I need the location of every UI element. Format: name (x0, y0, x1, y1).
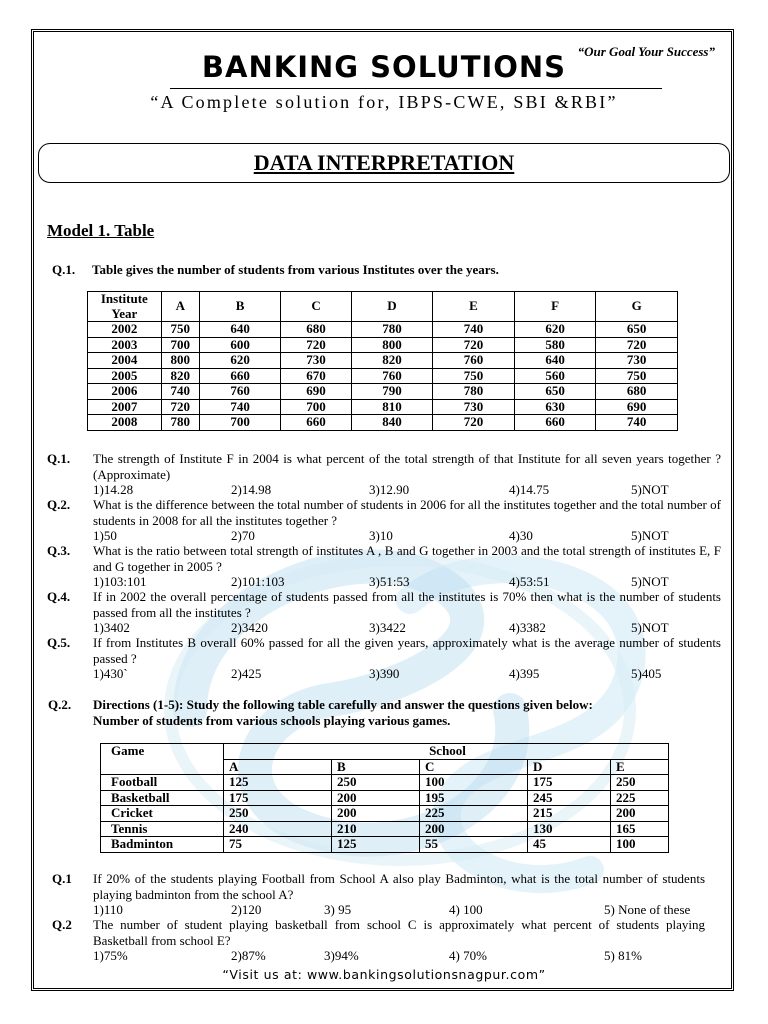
column-header: C (281, 292, 351, 322)
table-cell: 780 (433, 384, 515, 400)
table-cell: 125 (332, 837, 420, 853)
table-cell: 250 (224, 806, 332, 822)
table-cell: 175 (528, 775, 611, 791)
table-cell: 690 (281, 384, 351, 400)
table-cell: 200 (332, 806, 420, 822)
table-cell: 245 (528, 790, 611, 806)
column-header: A (161, 292, 199, 322)
table-cell: 125 (224, 775, 332, 791)
option: 2)14.98 (231, 482, 272, 497)
table-cell: 75 (224, 837, 332, 853)
option: 4)395 (509, 666, 540, 681)
table-row (88, 384, 678, 400)
table-row (88, 415, 678, 431)
table-cell: 760 (351, 368, 433, 384)
option: 3)12.90 (369, 482, 410, 497)
corner-bottom: Year (111, 305, 138, 321)
column-header: C (420, 759, 528, 775)
table-row (101, 775, 669, 791)
question-number: Q.4. (47, 589, 71, 604)
column-header: E (611, 759, 669, 775)
table-cell: 790 (351, 384, 433, 400)
option: 1)103:101 (93, 574, 147, 589)
table-cell: 730 (596, 353, 678, 369)
table-cell: 750 (161, 322, 199, 338)
table-cell: 225 (420, 806, 528, 822)
table-cell: 650 (514, 384, 596, 400)
table-cell: 750 (433, 368, 515, 384)
table-cell: 720 (433, 337, 515, 353)
game-header: Game (101, 744, 224, 775)
question-text: If 20% of the students playing Football from School A also play Badminton, what is the total number of students playing badminton from the school A? (93, 871, 705, 902)
column-header: B (332, 759, 420, 775)
option: 5)NOT (631, 620, 669, 635)
table-cell: 740 (161, 384, 199, 400)
column-header: G (596, 292, 678, 322)
table-cell: 250 (611, 775, 669, 791)
table-row (101, 837, 669, 853)
option: 1)75% (93, 948, 128, 963)
table-cell: 720 (433, 415, 515, 431)
game-cell: Football (101, 775, 224, 791)
table-cell: 740 (199, 399, 281, 415)
option: 3)3422 (369, 620, 406, 635)
section1-number: Q.1. (52, 262, 76, 277)
year-cell: 2003 (88, 337, 162, 353)
table-cell: 200 (420, 821, 528, 837)
table-row (88, 322, 678, 338)
year-cell: 2005 (88, 368, 162, 384)
table-cell: 600 (199, 337, 281, 353)
table-cell: 840 (351, 415, 433, 431)
option: 4)30 (509, 528, 533, 543)
section1-text: Table gives the number of students from various Institutes over the years. (92, 262, 499, 277)
table-cell: 700 (281, 399, 351, 415)
table-cell: 200 (611, 806, 669, 822)
option: 2)120 (231, 902, 262, 917)
option: 5) None of these (604, 902, 691, 917)
table-cell: 200 (332, 790, 420, 806)
question-number: Q.3. (47, 543, 71, 558)
brand-underline (170, 88, 662, 89)
table-cell: 660 (514, 415, 596, 431)
table-row (101, 806, 669, 822)
option: 1)14.28 (93, 482, 134, 497)
table-row (101, 821, 669, 837)
option: 5)405 (631, 666, 662, 681)
table-cell: 780 (351, 322, 433, 338)
question-text: What is the difference between the total number of students in 2006 for all the institutes together and the total number of students in 2008 for all the institutes together ? (93, 497, 721, 528)
question-number: Q.2 (52, 917, 72, 932)
column-header: B (199, 292, 281, 322)
table-row (88, 368, 678, 384)
game-cell: Badminton (101, 837, 224, 853)
option: 5)NOT (631, 482, 669, 497)
table-cell: 560 (514, 368, 596, 384)
column-header: D (528, 759, 611, 775)
year-cell: 2007 (88, 399, 162, 415)
table-cell: 225 (611, 790, 669, 806)
table-cell: 130 (528, 821, 611, 837)
table-row (88, 337, 678, 353)
column-header: F (514, 292, 596, 322)
table-cell: 820 (351, 353, 433, 369)
game-cell: Basketball (101, 790, 224, 806)
table-cell: 700 (161, 337, 199, 353)
table-cell: 165 (611, 821, 669, 837)
table-cell: 670 (281, 368, 351, 384)
year-cell: 2002 (88, 322, 162, 338)
corner-cell (88, 292, 162, 322)
section2-subheading: Number of students from various schools playing various games. (93, 713, 451, 728)
table-cell: 640 (514, 353, 596, 369)
table-cell: 750 (596, 368, 678, 384)
corner-top: Institute (100, 291, 148, 306)
table-cell: 630 (514, 399, 596, 415)
option: 2)425 (231, 666, 262, 681)
table-cell: 680 (281, 322, 351, 338)
option: 2)70 (231, 528, 255, 543)
table-cell: 720 (281, 337, 351, 353)
option: 4) 100 (449, 902, 483, 917)
section2-directions: Directions (1-5): Study the following table carefully and answer the questions given below: (93, 697, 593, 712)
question-number: Q.2. (47, 497, 71, 512)
option: 3)51:53 (369, 574, 410, 589)
table-cell: 720 (596, 337, 678, 353)
section2-number: Q.2. (48, 697, 72, 712)
year-cell: 2008 (88, 415, 162, 431)
question-text: If in 2002 the overall percentage of students passed from all the institutes is 70% then what is the number of students passed from all the institutes ? (93, 589, 721, 620)
question-text: The number of student playing basketball from school C is approximately what percent of students playing Basketball from school E? (93, 917, 705, 948)
table-cell: 640 (199, 322, 281, 338)
table-cell: 620 (514, 322, 596, 338)
game-cell: Tennis (101, 821, 224, 837)
table-cell: 175 (224, 790, 332, 806)
table-cell: 800 (351, 337, 433, 353)
table-cell: 100 (420, 775, 528, 791)
option: 3)390 (369, 666, 400, 681)
question-text: The strength of Institute F in 2004 is what percent of the total strength of that Institute for all seven years together ? (Approximate) (93, 451, 721, 482)
table-cell: 740 (433, 322, 515, 338)
table-cell: 55 (420, 837, 528, 853)
column-header: E (433, 292, 515, 322)
table-row (88, 353, 678, 369)
institutes-table (87, 291, 678, 431)
option: 3)94% (324, 948, 359, 963)
title-box (38, 143, 730, 183)
table-cell: 195 (420, 790, 528, 806)
table-row (88, 399, 678, 415)
game-cell: Cricket (101, 806, 224, 822)
option: 2)87% (231, 948, 266, 963)
option: 4) 70% (449, 948, 487, 963)
footer-text: “Visit us at: www.bankingsolutionsnagpur.com” (222, 967, 546, 982)
option: 1)50 (93, 528, 117, 543)
column-header: D (351, 292, 433, 322)
option: 5)NOT (631, 574, 669, 589)
option: 2)3420 (231, 620, 268, 635)
model-heading: Model 1. Table (47, 221, 155, 240)
table-cell: 45 (528, 837, 611, 853)
table-cell: 740 (596, 415, 678, 431)
option: 5)NOT (631, 528, 669, 543)
table-cell: 780 (161, 415, 199, 431)
option: 1)430` (93, 666, 128, 681)
table-row (101, 790, 669, 806)
games-table (100, 743, 669, 853)
table-cell: 650 (596, 322, 678, 338)
table-cell: 720 (161, 399, 199, 415)
table-cell: 620 (199, 353, 281, 369)
table-header-row (101, 744, 669, 760)
page-title: DATA INTERPRETATION (253, 150, 515, 175)
option: 4)3382 (509, 620, 546, 635)
table-cell: 100 (611, 837, 669, 853)
table-cell: 730 (433, 399, 515, 415)
brand-title: BANKING SOLUTIONS (201, 50, 567, 84)
option: 4)14.75 (509, 482, 550, 497)
option: 1)110 (93, 902, 123, 917)
tagline: “Our Goal Your Success” (577, 44, 715, 59)
table-cell: 215 (528, 806, 611, 822)
table-cell: 810 (351, 399, 433, 415)
school-header: School (224, 744, 669, 760)
question-number: Q.1 (52, 871, 72, 886)
table-header-row (88, 292, 678, 322)
table-cell: 800 (161, 353, 199, 369)
brand-subtitle: “A Complete solution for, IBPS-CWE, SBI &RBI” (150, 92, 618, 112)
table-cell: 250 (332, 775, 420, 791)
question-text: What is the ratio between total strength of institutes A , B and G together in 2003 and the total strength of institutes E, F and G together in 2005 ? (93, 543, 721, 574)
table-cell: 680 (596, 384, 678, 400)
table-cell: 660 (199, 368, 281, 384)
option: 3) 95 (324, 902, 352, 917)
question-number: Q.5. (47, 635, 71, 650)
table-cell: 760 (433, 353, 515, 369)
option: 4)53:51 (509, 574, 550, 589)
year-cell: 2004 (88, 353, 162, 369)
year-cell: 2006 (88, 384, 162, 400)
option: 2)101:103 (231, 574, 285, 589)
table-cell: 240 (224, 821, 332, 837)
table-cell: 580 (514, 337, 596, 353)
table-cell: 730 (281, 353, 351, 369)
option: 1)3402 (93, 620, 130, 635)
table-cell: 690 (596, 399, 678, 415)
option: 3)10 (369, 528, 393, 543)
table-cell: 760 (199, 384, 281, 400)
column-header: A (224, 759, 332, 775)
table-cell: 820 (161, 368, 199, 384)
table-cell: 660 (281, 415, 351, 431)
table-cell: 210 (332, 821, 420, 837)
table-cell: 700 (199, 415, 281, 431)
option: 5) 81% (604, 948, 642, 963)
question-text: If from Institutes B overall 60% passed for all the given years, approximately what is the average number of students passed ? (93, 635, 721, 666)
question-number: Q.1. (47, 451, 71, 466)
